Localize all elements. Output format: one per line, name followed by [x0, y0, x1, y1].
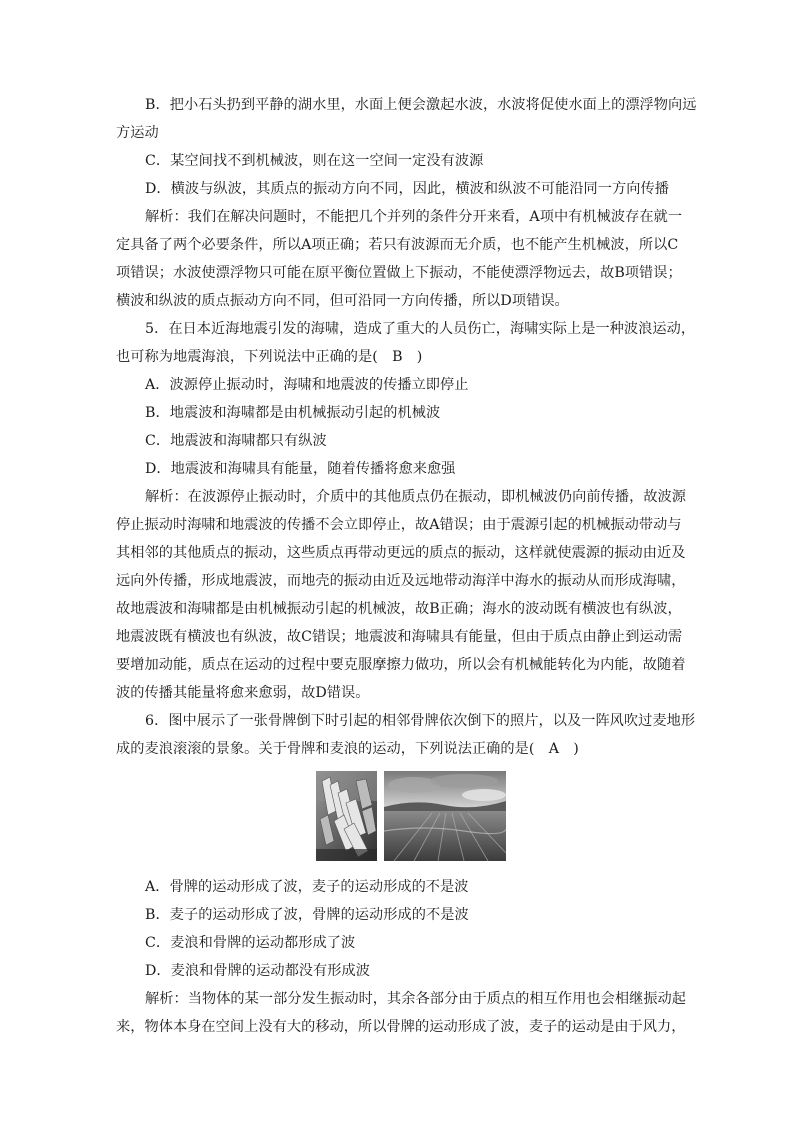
paragraph-line: 6．图中展示了一张骨牌倒下时引起的相邻骨牌依次倒下的照片，以及一阵风吹过麦地形 — [145, 713, 696, 729]
paragraph-line: 5．在日本近海地震引发的海啸，造成了重大的人员伤亡，海啸实际上是一种波浪运动， — [145, 321, 696, 337]
paragraph-line: 来，物体本身在空间上没有大的移动，所以骨牌的运动形成了波，麦子的运动是由于风力， — [116, 1019, 686, 1035]
paragraph-line: 远向外传播，形成地震波，而地壳的振动由近及远地带动海洋中海水的振动从而形成海啸， — [116, 573, 686, 589]
paragraph-line: 也可称为地震海浪，下列说法中正确的是( B ) — [116, 349, 423, 365]
paragraph-line: A．骨牌的运动形成了波，麦子的运动形成的不是波 — [145, 879, 469, 895]
text-block-top — [116, 91, 697, 763]
paragraph-line: 停止振动时海啸和地震波的传播不会立即停止，故A错误；由于震源引起的机械振动带动与 — [116, 517, 682, 533]
paragraph-line: 横波和纵波的质点振动方向不同，但可沿同一方向传播，所以D项错误。 — [116, 293, 569, 309]
paragraph-line: A．波源停止振动时，海啸和地震波的传播立即停止 — [145, 377, 469, 393]
paragraph-line: 定具备了两个必要条件，所以A项正确；若只有波源而无介质，也不能产生机械波，所以C — [116, 237, 679, 253]
paragraph-line: 项错误；水波使漂浮物只可能在原平衡位置做上下振动，不能使漂浮物远去，故B项错误； — [116, 265, 682, 281]
paragraph-line: 解析：当物体的某一部分发生振动时，其余各部分由于质点的相互作用也会相继振动起 — [145, 991, 687, 1007]
paragraph-line: C．地震波和海啸都只有纵波 — [145, 433, 327, 449]
paragraph-line: C．麦浪和骨牌的运动都形成了波 — [145, 935, 356, 951]
paragraph-line: B．麦子的运动形成了波，骨牌的运动形成的不是波 — [145, 907, 469, 923]
dominoes-photo — [316, 771, 377, 861]
paragraph-line: 成的麦浪滚滚的景象。关于骨牌和麦浪的运动，下列说法正确的是( A ) — [116, 741, 579, 757]
text-block-bottom — [116, 873, 687, 1041]
document-content — [116, 91, 697, 1041]
paragraph-line: D．麦浪和骨牌的运动都没有形成波 — [145, 963, 370, 979]
paragraph-line: B．把小石头扔到平静的湖水里，水面上便会激起水波，水波将促使水面上的漂浮物向远 — [145, 97, 697, 113]
paragraph-line: 解析：在波源停止振动时，介质中的其他质点仍在振动，即机械波仍向前传播，故波源 — [145, 489, 687, 505]
paragraph-line: D．地震波和海啸具有能量，随着传播将愈来愈强 — [145, 461, 456, 477]
figure-dominoes-wheat — [116, 771, 682, 869]
paragraph-line: 波的传播其能量将愈来愈弱，故D错误。 — [116, 685, 370, 701]
paragraph-line: D．横波与纵波，其质点的振动方向不同，因此，横波和纵波不可能沿同一方向传播 — [145, 181, 669, 197]
paragraph-line: 解析：我们在解决问题时，不能把几个并列的条件分开来看，A项中有机械波存在就一 — [145, 209, 683, 225]
wheat-field-photo — [384, 771, 506, 861]
paragraph-line: B．地震波和海啸都是由机械振动引起的机械波 — [145, 405, 441, 421]
paragraph-line: 要增加动能，质点在运动的过程中要克服摩擦力做功，所以会有机械能转化为内能，故随着 — [116, 657, 686, 673]
paragraph-line: 故地震波和海啸都是由机械振动引起的机械波，故B正确；海水的波动既有横波也有纵波， — [116, 601, 682, 617]
paragraph-line: 方运动 — [116, 125, 159, 141]
paragraph-line: 地震波既有横波也有纵波，故C错误；地震波和海啸具有能量，但由于质点由静止到运动需 — [116, 629, 683, 645]
paragraph-line: C．某空间找不到机械波，则在这一空间一定没有波源 — [145, 153, 484, 169]
paragraph-line: 其相邻的其他质点的振动，这些质点再带动更远的质点的振动，这样就使震源的振动由近及 — [116, 545, 686, 561]
